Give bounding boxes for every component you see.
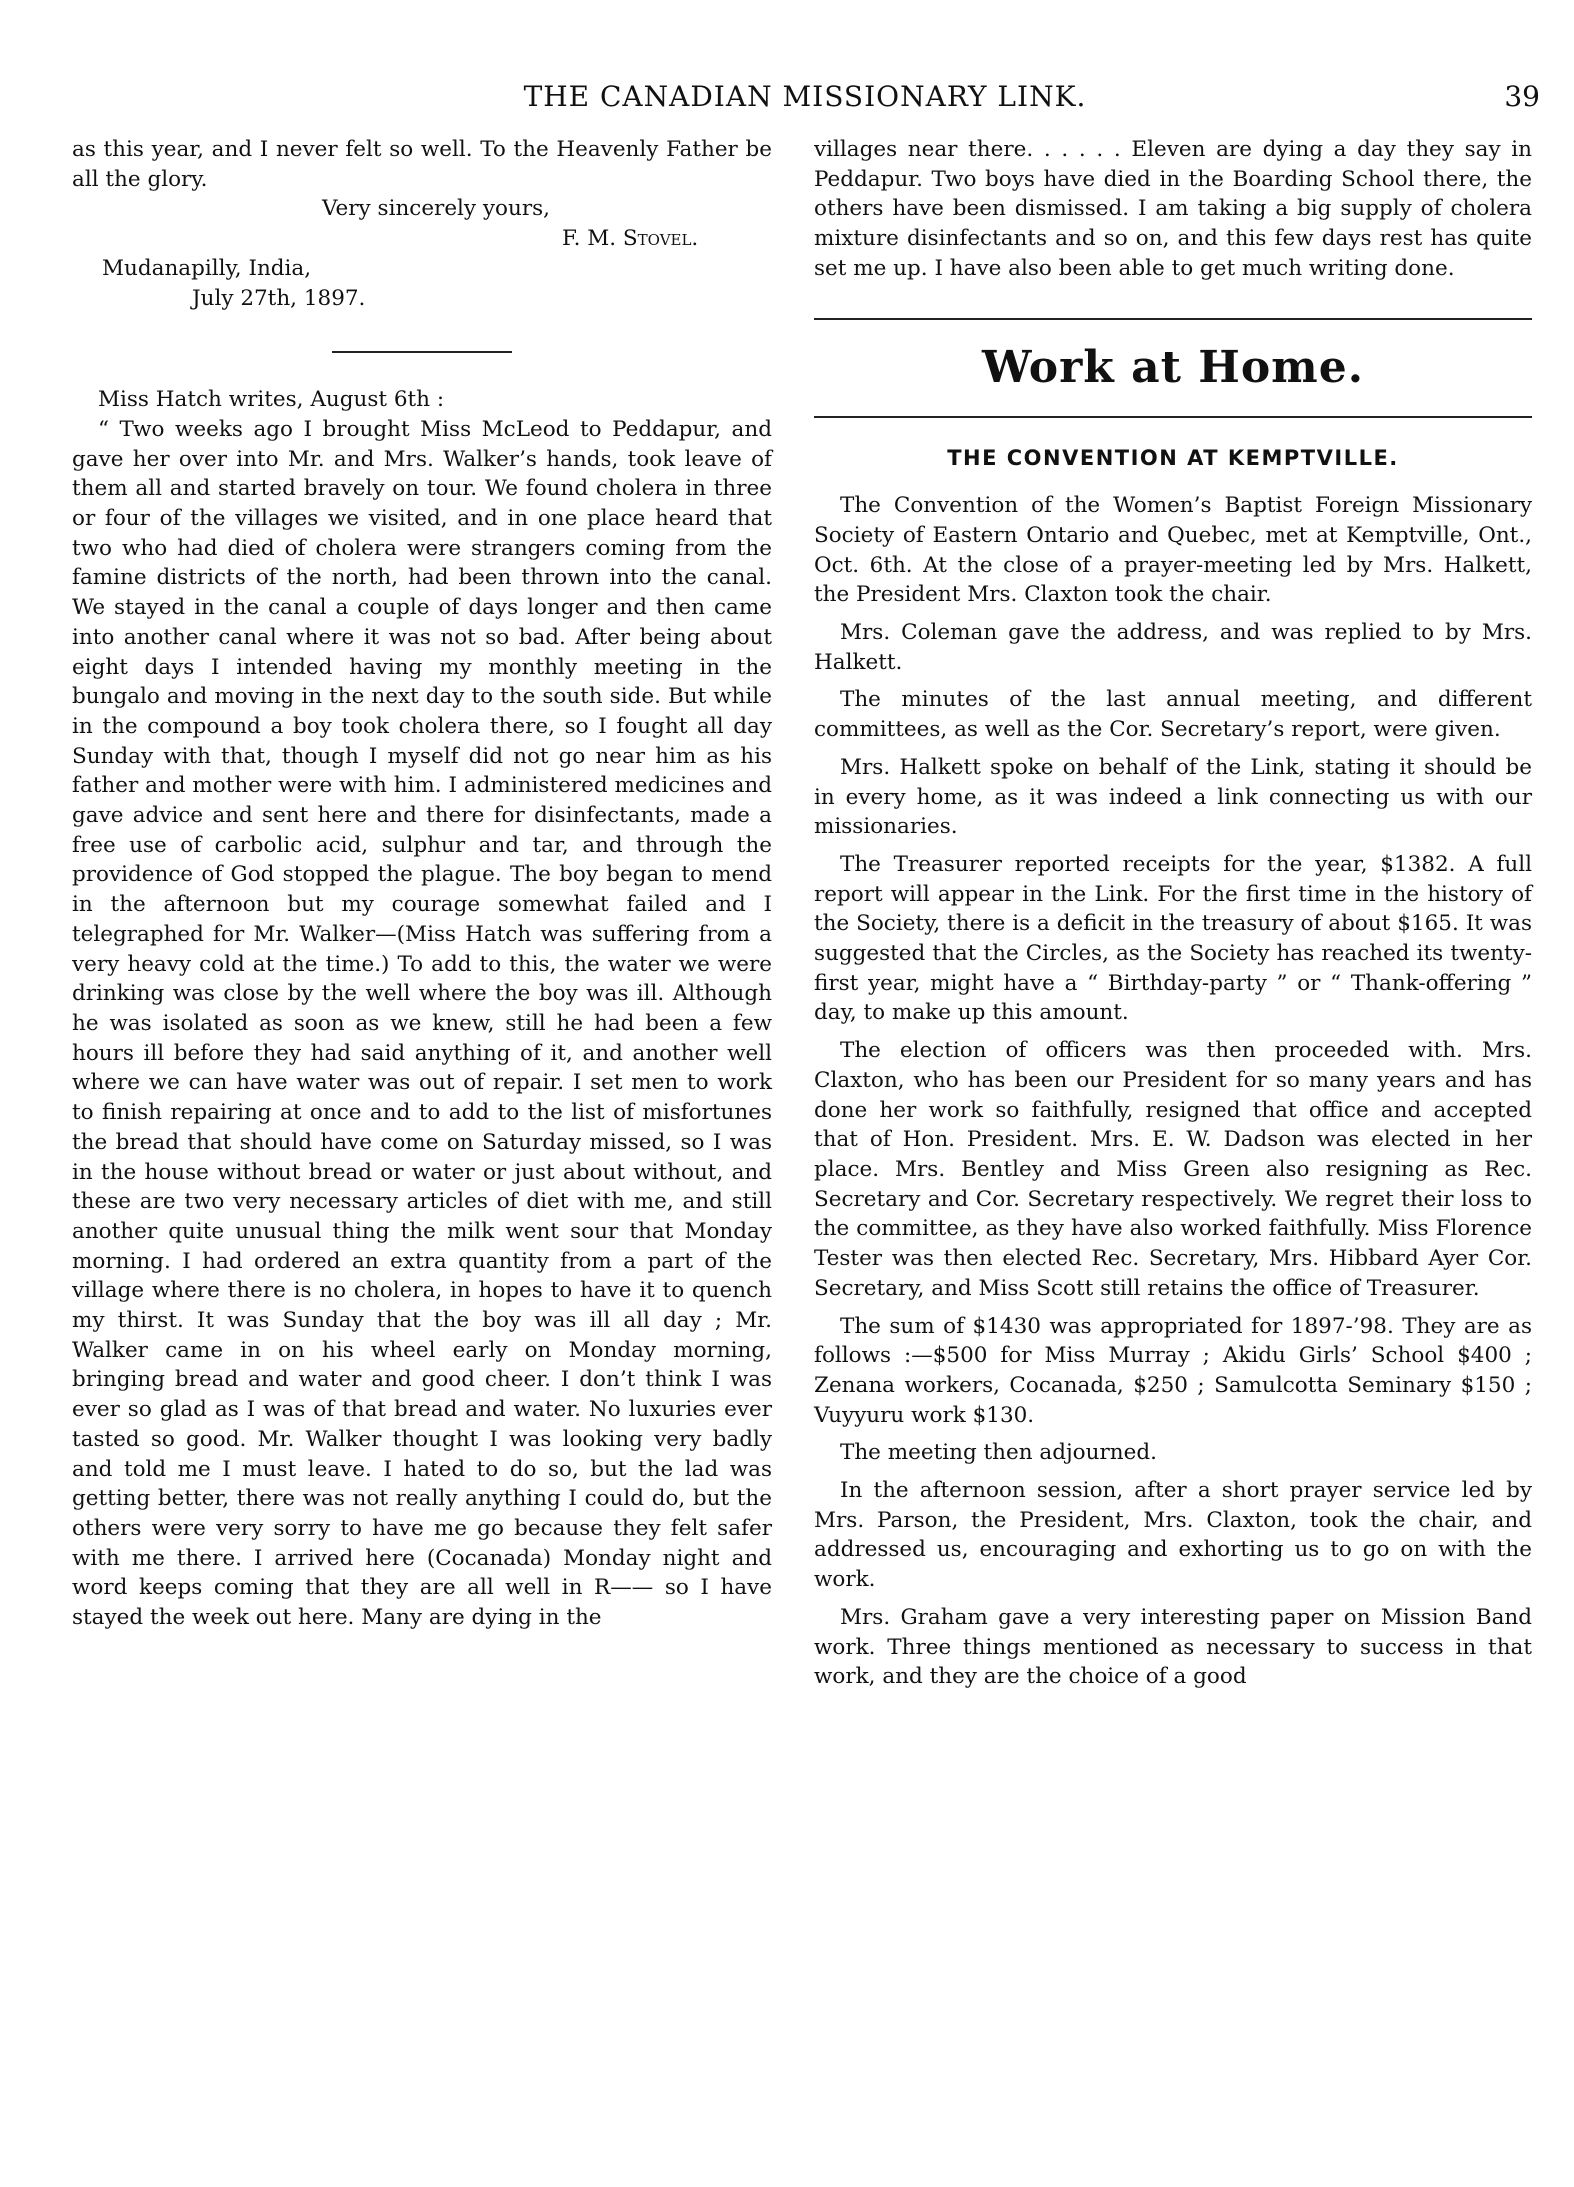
section-rule-bottom xyxy=(814,416,1532,418)
article-paragraph: The Treasurer reported receipts for the year, $1382. A full report will appear in the Link. For the first time in the history of the Society, there is a deficit in the treasury of about $165. It was suggested that the Circles, as the Society has reached its twenty-first year, might have a “ Birthday-party ” or “ Thank-offering ” day, to make up this amount. xyxy=(814,851,1532,1026)
letter-place: Mudanapilly, India, xyxy=(102,255,312,281)
article-paragraph: The sum of $1430 was appropriated for 1897-’98. They are as follows :—$500 for Miss Murray ; Akidu Girls’ School $400 ; Zenana workers, Cocanada, $250 ; Samulcotta Seminary $150 ; Vuyyuru work $130. xyxy=(814,1313,1532,1428)
article-paragraph: The minutes of the last annual meeting, and different committees, as well as the Cor. Secretary’s report, were given. xyxy=(814,687,1532,743)
section-rule-top xyxy=(814,318,1532,320)
article-paragraph: Mrs. Coleman gave the address, and was replied to by Mrs. Halkett. xyxy=(814,620,1532,675)
article-paragraph: The election of officers was then proceeded with. Mrs. Claxton, who has been our President for so many years and has done her work so faithfully, resigned that office and accepted that of Hon. President. Mrs. E. W. Dadson was elected in her place. Mrs. Bentley and Miss Green also resigning as Rec. Secretary and Cor. Secretary respectively. We regret their loss to the committee, as they have also worked faithfully. Miss Florence Tester was then elected Rec. Secretary, Mrs. Hibbard Ayer Cor. Secretary, and Miss Scott still retains the office of Treasurer. xyxy=(814,1038,1532,1301)
running-head: THE CANADIAN MISSIONARY LINK. xyxy=(523,80,1087,113)
article-paragraph: Mrs. Graham gave a very interesting paper on Mission Band work. Three things mentioned as necessary to success in that work, and they are the choice of a good xyxy=(814,1604,1532,1690)
article-paragraph: The meeting then adjourned. xyxy=(840,1440,1157,1466)
page-header xyxy=(70,80,1540,120)
article-paragraph: The Convention of the Women’s Baptist Foreign Missionary Society of Eastern Ontario and Quebec, met at Kemptville, Ont., Oct. 6th. At the close of a prayer-meeting led by Mrs. Halkett, the President Mrs. Claxton took the chair. xyxy=(814,493,1532,608)
section-divider xyxy=(332,351,512,353)
article-paragraph: Mrs. Halkett spoke on behalf of the Link, stating it should be in every home, as it was indeed a link connecting us with our missionaries. xyxy=(814,754,1532,840)
letter-end-paragraph: as this year, and I never felt so well. To the Heavenly Father be all the glory. xyxy=(72,137,772,192)
left-column xyxy=(72,135,772,1633)
article-title: THE CONVENTION AT KEMPTVILLE. xyxy=(947,445,1399,470)
letter-signature: F. M. Stovel. xyxy=(562,226,699,252)
right-column xyxy=(814,135,1532,1692)
letter-date: July 27th, 1897. xyxy=(192,285,366,311)
page-number: 39 xyxy=(1504,80,1540,113)
hatch-intro: Miss Hatch writes, August 6th : xyxy=(98,387,445,413)
hatch-letter-body: “ Two weeks ago I brought Miss McLeod to Peddapur, and gave her over into Mr. and Mrs. Walker’s hands, took leave of them all and started bravely on tour. We found cholera in three or four of the villages we visited, and in one place heard that two who had died of cholera were strangers coming from the famine districts of the north, had been thrown into the canal. We stayed in the canal a couple of days longer and then came into another canal where it was not so bad. After being about eight days I intended having my monthly meeting in the bungalo and moving in the next day to the south side. But while in the compound a boy took cholera there, so I fought all day Sunday with that, though I myself did not go near him as his father and mother were with him. I administered medicines and gave advice and sent here and there for disinfectants, made a free use of carbolic acid, sulphur and tar, and through the providence of God stopped the plague. The boy began to mend in the afternoon but my courage somewhat failed and I telegraphed for Mr. Walker—(Miss Hatch was suffering from a very heavy cold at the time.) To add to this, the water we were drinking was close by the well where the boy was ill. Although he was isolated as soon as we knew, still he had been a few hours ill before they had said anything of it, and another well where we can have water was out of repair. I set men to work to finish repairing at once and to add to the list of misfortunes the bread that should have come on Saturday missed, so I was in the house without bread or water or just about without, and these are two very necessary articles of diet with me, and still another quite unusual thing the milk went sour that Monday morning. I had ordered an extra quantity from a part of the village where there is no cholera, in hopes to have it to quench my thirst. It was Sunday that the boy was ill all day ; Mr. Walker came in on his wheel early on Monday morning, bringing bread and water and good cheer. I don’t think I was ever so glad as I was of that bread and water. No luxuries ever tasted so good. Mr. Walker thought I was looking very badly and told me I must leave. I hated to do so, but the lad was getting better, there was not really anything I could do, but the others were very sorry to have me go because they felt safer with me there. I arrived here (Cocanada) Monday night and word keeps coming that they are all well in R—— so I have stayed the week out here. Many are dying in the xyxy=(72,416,772,1631)
letter-closing: Very sincerely yours, xyxy=(322,196,550,222)
article-paragraph: In the afternoon session, after a short prayer service led by Mrs. Parson, the President, Mrs. Claxton, took the chair, and addressed us, encouraging and exhorting us to go on with the work. xyxy=(814,1478,1532,1593)
section-heading: Work at Home. xyxy=(981,341,1365,393)
letter-continuation: villages near there. . . . . . Eleven are dying a day they say in Peddapur. Two boys have died in the Boarding School there, the others have been dismissed. I am taking a big supply of cholera mixture disinfectants and so on, and this few days rest has quite set me up. I have also been able to get much writing done. xyxy=(814,137,1532,281)
